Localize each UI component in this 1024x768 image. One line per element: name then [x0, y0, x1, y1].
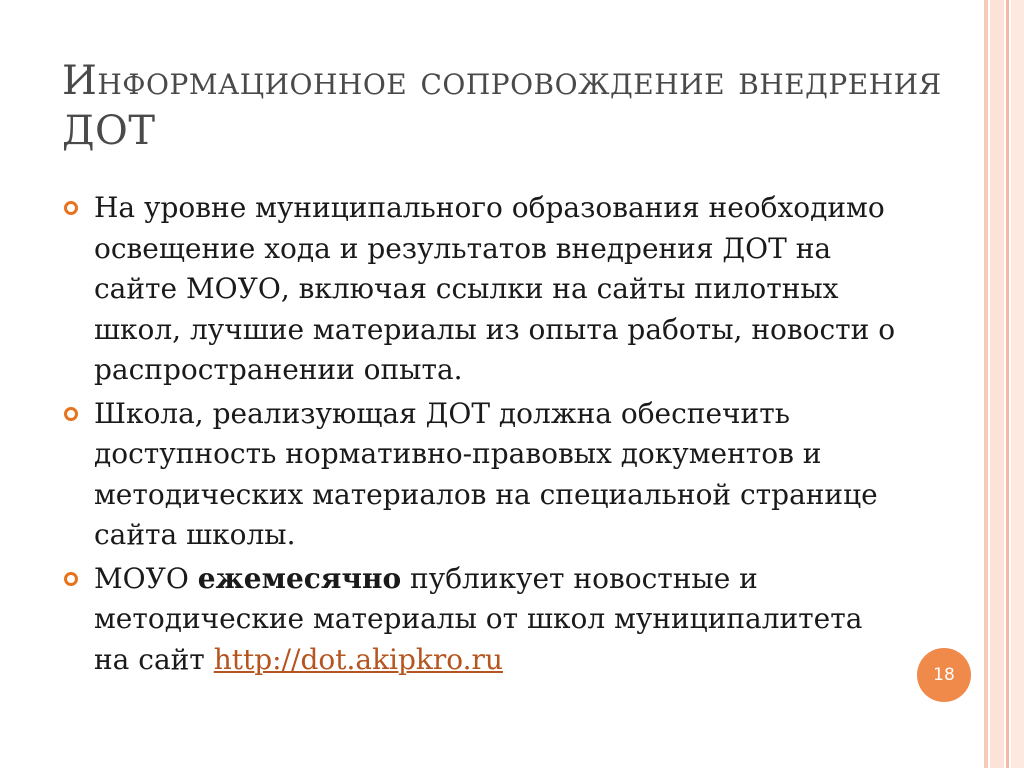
decor-stripe	[1011, 0, 1024, 768]
site-link[interactable]: http://dot.akipkro.ru	[213, 642, 503, 676]
list-item	[62, 394, 902, 556]
list-item	[62, 188, 902, 391]
bullet-text-prefix: МОУО	[94, 561, 198, 595]
bullet-text-bold: ежемесячно	[197, 561, 402, 595]
slide-title: Информационное сопровождение внедрения ДОТ	[62, 58, 942, 154]
bullet-ring-icon	[64, 407, 78, 421]
decor-stripe	[990, 0, 1004, 768]
page-number-badge: 18	[917, 648, 971, 702]
list-item	[62, 559, 902, 681]
bullet-ring-icon	[64, 572, 78, 586]
bullet-text: Школа, реализующая ДОТ должна обеспечить доступность нормативно-правовых документов и методических материалов на специальной странице сайта школы.	[94, 396, 878, 551]
decor-stripe	[984, 0, 988, 768]
bullet-text-middle: публикует новостные и методические материалы от школ муниципалитета на сайт	[94, 561, 863, 676]
bullet-text: На уровне муниципального образования необходимо освещение хода и результатов внедрения ДОТ на сайте МОУО, включая ссылки на сайты пилотных школ, лучшие материалы из опыта работы, новости о распространении опыта.	[94, 191, 896, 386]
bullet-ring-icon	[64, 201, 78, 215]
decor-stripe	[1006, 0, 1009, 768]
bullet-list	[62, 188, 902, 683]
